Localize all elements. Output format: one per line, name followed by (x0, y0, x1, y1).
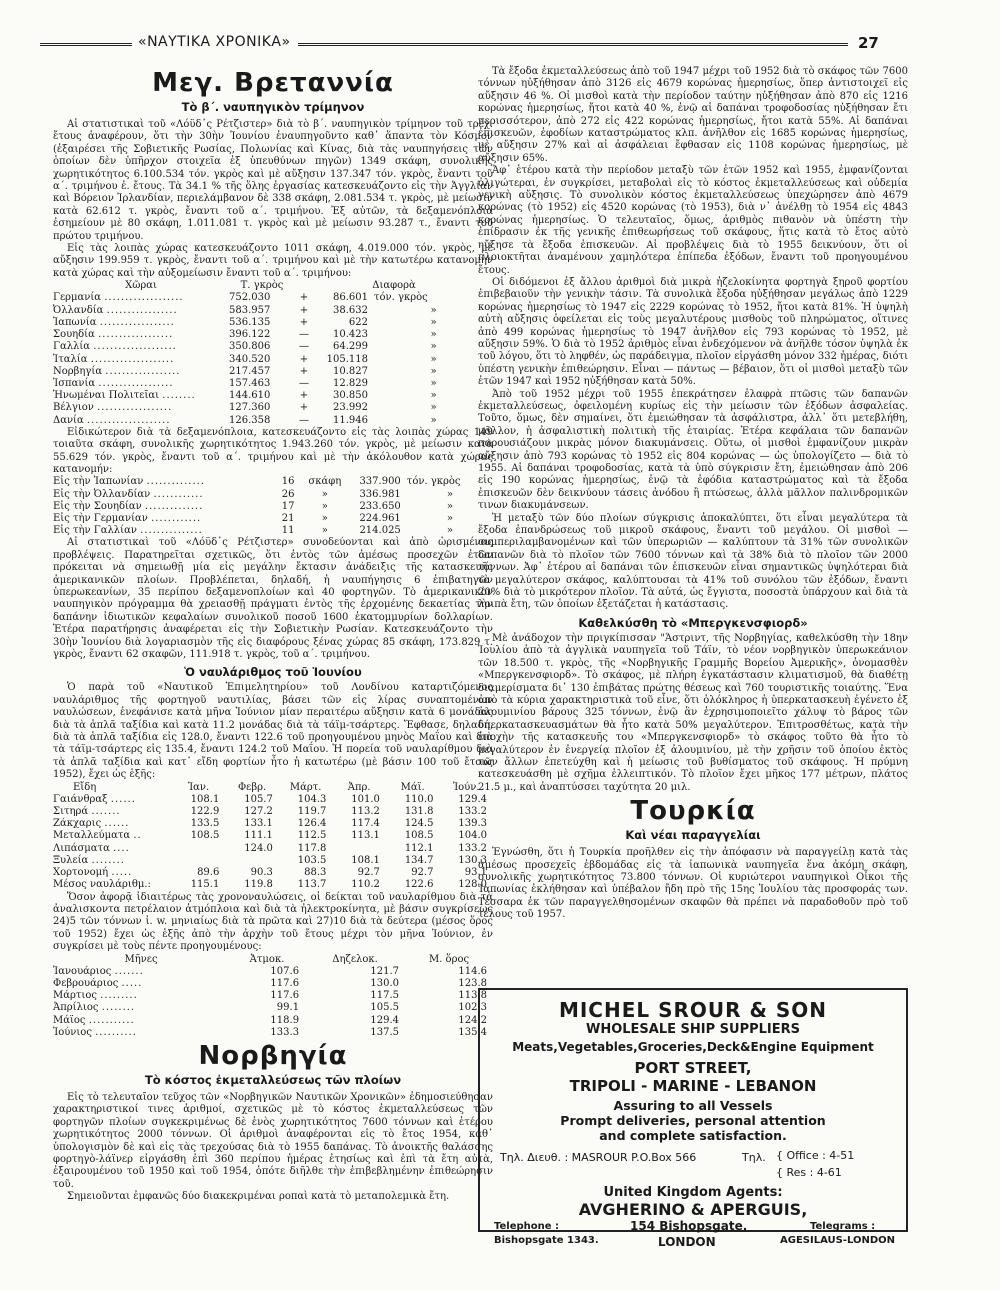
tanker-word: » (321, 488, 328, 500)
table-row (53, 292, 493, 304)
section-heading-norway: Νορβηγία (198, 1040, 348, 1071)
table-row (53, 818, 493, 830)
cargo-name: Γαιάνθραξ (53, 793, 108, 805)
ad-line: Assuring to all Vessels (613, 1098, 773, 1113)
index-value (172, 855, 226, 867)
index-value: 127.2 (244, 806, 273, 818)
unit: » (430, 304, 437, 316)
ad-address: 154 Bishopsgate, (630, 1219, 748, 1233)
ad-line: TRIPOLI - MARINE - LEBANON (569, 1077, 817, 1095)
index-value: 104.0 (458, 830, 487, 842)
paragraph: Ἡ μεταξὺ τῶν δύο πλοίων σύγκρισις ἀποκαλύπτει, ὅτι εἶναι μεγαλύτερα τὰ ἔξοδα ἐπανδρώσεως τοῦ μικροῦ σκάφους, ἔναντι τοῦ μεγάλου. Οἱ μισθοὶ — συμπεριλαμβανομένων καὶ τῶν ὑπερωριῶν — καλύπτουν τὰ 31% τῶν συνολικῶν δαπανῶν διὰ τὸ πλοῖον τῶν 7600 τόννων καὶ τὰ 38% διὰ τὸ πλοῖον τῶν 2000 τόννων. Ἀφ᾽ ἑτέρου αἱ δαπάναι τῶν ἐπισκευῶν εἶναι σημαντικῶς ὑψηλότεραι διὰ τὸ μεγαλύτερον σκάφος, καλύπτουσαι τὰ 41% τοῦ συνόλου τῶν ἐξόδων, ἔναντι 20% διὰ τὸ μικρότερον πλοῖον. Τὰ αὐτά, ὡς ἔγγιστα, ποσοστὰ ὑπάρχουν καὶ διὰ τὰ λοιπὰ ἔτη, τῶν ὁποίων ἐξετάζεται ἡ κατάστασις. (478, 512, 908, 611)
unit: » (430, 353, 437, 365)
index-value: 122.6 (404, 879, 434, 891)
index-value: 108.1 (190, 793, 220, 805)
index-value: 126.4 (297, 818, 327, 830)
sign: + (299, 353, 309, 365)
unit: » (430, 402, 437, 414)
tc-value: 121.7 (370, 965, 400, 977)
index-value: 89.6 (197, 867, 220, 879)
tc-value: 113.8 (458, 990, 487, 1002)
dot-leader: ......... (100, 990, 138, 1002)
advertisement-box (478, 988, 908, 1249)
tons-value: 126.358 (229, 414, 271, 426)
unit: » (430, 377, 437, 389)
ad-telephone (480, 1149, 906, 1185)
table-row (53, 806, 493, 818)
section-subheading-norway: Τὸ κόστος ἐκμεταλλεύσεως τῶν πλοίων (144, 1072, 402, 1087)
sign: + (299, 390, 309, 402)
ad-footer (480, 1219, 906, 1259)
ad-line: Meats,Vegetables,Groceries,Deck&Engine Equipment (512, 1040, 874, 1054)
dot-leader: ...... (110, 793, 136, 805)
tanker-country: Εἰς τὴν Ὀλλανδίαν (53, 488, 151, 500)
dot-leader: .......... (95, 1026, 137, 1038)
index-value: 133.1 (244, 818, 273, 830)
paragraph: Ὁ παρὰ τοῦ «Ναυτικοῦ Ἐπιμελητηρίου» τοῦ Λονδίνου καταρτιζόμενος ναυλάριθμος τῆς φορτηγοῦ ναυτιλίας, βάσει τῶν εἰς λίρας συναπτομένων ναυλώσεων, ἐνεφάνισε κατὰ μῆνα Ἰούνιον μίαν περαιτέρω αὔξησιν κατὰ 6 μονάδας διὰ τὰ ἁπλᾶ ταξίδια καὶ κατὰ 11.2 μονάδας διὰ τὰ τάϊμ-τσάρτερς. Ἔφθασε, δηλαδή, διὰ τὰ ἁπλᾶ ταξίδια εἰς 128.0, ἔναντι 122.6 τοῦ προηγουμένου μηνὸς Μαΐου καὶ διὰ τὰ τάϊμ-τσάρτερς εἰς 135.4, ἔναντι 124.2 τοῦ Μαΐου. Ἡ πορεία τοῦ ναυλαρίθμου διὰ τὰ ἁπλᾶ ταξίδια καὶ κατ᾽ εἴδη φορτίων ἦτο ἡ κατωτέρω (μὲ βάσιν 100 τοῦ ἔτους 1952), ἔχει ὡς ἑξῆς: (53, 682, 493, 781)
tanker-tons: 336.981 (359, 488, 401, 500)
tanker-tons: 337.900 (359, 476, 401, 488)
paragraph: Οἱ διδόμενοι ἐξ ἄλλου ἀριθμοὶ διὰ μικρὰ ἠζελοκίνητα φορτηγὰ ξηροῦ φορτίου ἐπιβεβαιοῦν τὴν γενικὴν τάσιν. Τὰ συνολικὰ ἔξοδα ηὐξήθησαν μεγάλως ἀπὸ 1229 κορώνας ἡμερησίως τὸ 1947 εἰς 2229 κορώνας τὸ 1952, ἤτοι κατὰ 81%. Ἡ ὑψηλὴ αὐτὴ αὔξησις ὀφείλεται εἰς τοὺς μεγαλυτέρους μισθοὺς τοῦ πληρώματος, οἵτινες ἀπὸ 499 κορώνας ἡμερησίως τὸ 1947 ἀνῆλθον εἰς 793 κορώνας τὸ 1952, μὲ αὔξησιν 59%. Ὁ διὰ τὸ 1952 ἀριθμὸς εἶναι ἐνδεχόμενον νὰ ἀνῆλθε τόσον ὑψηλὰ ἐκ τοῦ λόγου, ὅτι τὸ ληφθέν, ὡς παράδειγμα, πλοῖον εἰργάσθη μόνον 332 ἡμέρας, διότι ὑπέστη γενικὴν ἐπιθεώρησιν. Εἶναι — πάντως — βέβαιον, ὅτι οἱ μισθοὶ μεταξὺ τῶν ἐτῶν 1947 καὶ 1952 ηὐξήθησαν κατὰ 50%. (478, 276, 908, 388)
ad-line: WHOLESALE SHIP SUPPLIERS (585, 1022, 801, 1037)
index-value: 103.5 (297, 854, 327, 866)
sign: — (299, 414, 309, 426)
table-row (53, 1027, 493, 1039)
table-header: Μῆνες (124, 953, 158, 965)
cargo-name: Μεταλλεύματα (53, 830, 131, 842)
dot-leader: ................... (104, 292, 184, 304)
country-name: Γαλλία (53, 341, 91, 353)
table-row (53, 966, 493, 978)
country-name: Γερμανία (53, 292, 102, 304)
dot-leader: ............ (153, 488, 204, 500)
dot-leader: ........ (162, 390, 196, 402)
index-value: 110.2 (351, 879, 380, 891)
unit: » (446, 525, 453, 537)
sign: + (299, 304, 309, 316)
index-value: 122.9 (190, 806, 220, 818)
tanker-word: » (321, 525, 328, 537)
unit: τόν. γκρὸς (374, 292, 428, 304)
index-value: 92.7 (357, 867, 380, 879)
table-row (53, 390, 493, 402)
paragraph: Ὅσον ἀφορᾷ ἰδιαιτέρως τὰς χρονοναυλώσεις, οἱ δείκται τοῦ ναυλαρίθμου διὰ τὰ ἀναλισκοντα πετρέλαιον ἀτμόπλοια καὶ διὰ τὰ ἠλεκτροκίνητα, μὲ βάσιν συγκρίσεως 24)5 τῶν τόννων ἰ. w. μηνιαίως διὰ τὰ πρῶτα καὶ 27)10 διὰ τὰ δεύτερα (μέσος ὅρος τοῦ 1952) ἔχει ὡς ἑξῆς ἀπὸ τὴν ἀρχὴν τοῦ ἔτους μέχρι τὸν μῆνα Ἰούνιον, ἐν συγκρίσει μὲ τοὺς πέντε προηγουμένους: (53, 891, 493, 953)
paragraph: Ἐγνώσθη, ὅτι ἡ Τουρκία προῆλθεν εἰς τὴν ἀπόφασιν νὰ παραγγείλῃ κατὰ τὰς ἀμέσως προσεχεῖς ἑβδομάδας εἰς τὰ ἰαπωνικὰ ναυπηγεῖα ἕνα ἀκόμη σκάφη, συνολικῆς χωρητικότητος 73.800 τόννων. Οἱ κυριώτεροι ναυπηγικοὶ Οἶκοι τῆς Ἰαπωνίας ἐκλήθησαν καὶ ὑπέβαλον ἤδη πρὸ τῆς 15ης Ἰουλίου τὰς προσφοράς των. Τέσσαρα ἐκ τῶν παραγγελθησομένων σκαφῶν θὰ πρέπει νὰ παραδοθοῦν πρὸ τοῦ τέλους τοῦ 1957. (478, 847, 908, 921)
tc-value: 137.5 (370, 1026, 400, 1038)
country-name: Ὀλλανδία (53, 304, 104, 316)
tc-value: 118.9 (270, 1014, 300, 1026)
index-value: 112.5 (297, 830, 327, 842)
freight-index-table (53, 782, 493, 892)
sign: + (299, 316, 309, 328)
tankers-table (53, 476, 493, 537)
section-subheading-quarter: Τὸ β΄. ναυπηγικὸν τρίμηνον (181, 100, 365, 114)
dot-leader: .................. (105, 365, 181, 377)
table-row (53, 476, 493, 488)
sign: — (299, 329, 309, 341)
month-name: Μάρτιος (53, 990, 97, 1002)
table-row (53, 879, 493, 891)
ad-telegraphic-address: Τηλ. Διευθ. : MASROUR P.O.Box 566 (500, 1151, 697, 1164)
dot-leader: ....... (114, 965, 144, 977)
month-name: Μάϊος (53, 1014, 86, 1026)
country-name: Δανία (53, 414, 84, 426)
country-name: Σουηδία (53, 329, 95, 341)
table-header: Ἰούν. (452, 781, 480, 793)
index-value (172, 843, 226, 855)
tons-value: 396.122 (229, 329, 271, 341)
cargo-name: Χορτονομή (53, 867, 109, 879)
tanker-country: Εἰς τὴν Γερμανίαν (53, 512, 148, 524)
dot-leader: ..... (121, 977, 143, 989)
diff-value: 30.850 (333, 390, 368, 402)
left-column (53, 66, 493, 1204)
table-header: Εἴδη (73, 781, 97, 793)
ad-line: PORT STREET, (634, 1059, 752, 1077)
sign: — (299, 341, 309, 353)
ad-agents-label: United Kingdom Agents: (603, 1185, 783, 1200)
index-value: 139.3 (458, 818, 487, 830)
dot-leader: ........ (91, 854, 125, 866)
index-value: 124.0 (244, 842, 273, 854)
paragraph: Τὰ ἔξοδα ἐκμεταλλεύσεως ἀπὸ τοῦ 1947 μέχρι τοῦ 1952 διὰ τὸ σκάφος τῶν 7600 τόννων ηὐξήθησαν ἀπὸ 3126 εἰς 4679 κορώνας ἡμερησίως, ὅπερ ἀντιστοιχεῖ εἰς αὔξησιν 46 %. Οἱ μισθοὶ κατὰ τὴν περίοδον ταύτην ηὐξήθησαν ἀπὸ 870 εἰς 1216 κορώνας ἡμερησίως, ἤτοι κατὰ 40 %, ἐνῷ αἱ δαπάναι τροφοδοσίας ηὐξήθησαν ἔτι περισσότερον, ἀπὸ 272 εἰς 422 κορώνας ἡμερησίως, ἤτοι κατὰ 55%. Αἱ δαπάναι ἐπισκευῶν, ἐφοδίων καταστρώματος κλπ. ἀνῆλθον εἰς 1685 κορώνας ἡμερησίως, μὲ αὔξησιν 27% καὶ αἱ ἀσφάλειαι ἔφθασαν εἰς 1108 κορώνας ἡμερησίως, μὲ αὔξησιν 65%. (478, 66, 908, 164)
ad-line: Prompt deliveries, personal attention (560, 1113, 826, 1128)
paragraph: Μὲ ἀνάδοχον τὴν πριγκίπισσαν "Άστριντ, τῆς Νορβηγίας, καθελκύσθη τὴν 18ην Ἰουλίου ἀπὸ τὰ ἀγγλικὰ ναυπηγεῖα τοῦ Τάϊν, τὸ νέον νορβηγικὸν ὑπερωκεάνιον τῶν 18.500 τ. γκρὸς, τῆς «Νορβηγικῆς Γραμμῆς Βορείου Ἀμερικῆς», ὀνομασθὲν «Μπεργκενσφιορδ». Τὸ σκάφος, μὲ πλήρη ἐγκατάστασιν κλιματισμοῦ, θὰ διαθέτῃ διαμερίσματα δι᾽ 130 ἐπιβάτας πρώτης θέσεως καὶ 760 τουριστικῆς τοιαύτης. Ἕνα ἀπὸ τὰ κύρια χαρακτηριστικὰ τοῦ εἶνε, ὅτι ὁλόκληρος ἡ ὑπερκατασκευὴ ἐγένετο ἐξ ἀλουμινίου βάρους 325 τόννων, ἐνῷ ἂν ἐχρησιμοποιεῖτο χάλυψ τὸ βάρος τῶν ὑπερκατασκευασμάτων θὰ ἦτο κατὰ 50% μεγαλύτερον. Ἐπιτροσθέτως, κατὰ τὴν ἐποχὴν τῆς κατασκευῆς του «Μπεργκενσφιορδ» τὸ σκάφος τοῦτο θὰ ἦτο τὸ μεγαλύτερον ἐν ἐνεργείᾳ πλοῖον ἐξ ἀλουμινίου, μὲ τὴν χρῆσιν τοῦ ὁποίου ἐκτὸς τῶν ἄλλων ἐπετεύχθη καὶ ἡ μείωσις τοῦ βυθίσματος τοῦ σκάφους. Ἡ πρύμνη κατεσκευάσθη μὲ σχῆμα ἐλλειπτικόν. Τὸ πλοῖον ἔχει μῆκος 177 μέτρων, πλάτος 21.5 μ., καὶ ἀναπτύσσει ταχύτητα 20 μιλ. (478, 632, 908, 793)
tanker-country: Εἰς τὴν Σουηδίαν (53, 500, 142, 512)
unit: » (430, 414, 437, 426)
paragraph: Αἱ στατιστικαὶ τοῦ «Λόϋδ᾽ς Ρέτζιστερ» διὰ τὸ β΄. ναυπηγικὸν τρίμηνον τοῦ τρέχ. ἔτους ἀναφέρουν, ὅτι τὴν 30ὴν Ἰουνίου ἐναυπηγοῦντο καθ᾽ ἅπαντα τὸν Κόσμον (ἐξαιρέσει τῆς Σοβιετικῆς Ρωσίας, Πολωνίας καὶ Κίνας, διὰ τὰς ναυπηγήσεις τῶν ὁποίων δὲν ὑπῆρχον στοιχεῖα ἐξ ὑπευθύνων πηγῶν) 1349 σκάφη, συνολικῆς χωρητικότητος 6.100.534 τόν. γκρὸς καὶ μὲ αὔξησιν 137.347 τόν. γκρὸς, ἔναντι τοῦ α΄. τριμήνου ἐ. ἔτους. Τὰ 34.1 % τῆς ὅλης ἐργασίας κατεσκευάζοντο εἰς τὴν Ἀγγλίαν καὶ Βόρειον Ἰρλανδίαν, περιελάμβανον δὲ 338 σκάφη, 2.081.534 τ. γκρὸς, μὲ μείωσιν κατὰ 62.612 τ. γκρὸς, ἔναντι τοῦ α΄. τριμήνου. Ἐξ αὐτῶν, τὰ δεξαμενόπλοια ἐσημείουν μὲ 80 σκάφη, 1.011.081 τ. γκρὸς καὶ μὲ μείωσιν 93.287 τ., ἔναντι τοῦ πρώτου τριμήνου. (53, 119, 493, 242)
tanker-word: » (321, 500, 328, 512)
dot-leader: .................... (86, 414, 171, 426)
tanker-count: 16 (281, 476, 295, 488)
dot-leader: ........... (88, 1014, 135, 1026)
country-name: Ἰαπωνία (53, 316, 97, 328)
diff-value: 23.992 (333, 402, 368, 414)
unit: » (446, 512, 453, 524)
tanker-word: σκάφη (308, 476, 342, 488)
tc-value: 123.8 (458, 977, 487, 989)
table-header: Ἀπρ. (347, 781, 371, 793)
section-subheading-turkey: Καὶ νέαι παραγγελίαι (625, 828, 761, 843)
index-value: 119.7 (297, 806, 327, 818)
dot-leader: ............... (140, 525, 203, 537)
paragraph: Αἱ στατιστικαὶ τοῦ «Λόϋδ᾽ς Ρέτζιστερ» συνοδεύονται καὶ ἀπὸ ὡρισμένας προβλέψεις. Παρατηρεῖται σχετικῶς, ὅτι ἐντὸς τῶν ἀμέσως προσεχῶν ἐτῶν πρόκειται νὰ σημειωθῇ μία εἰς μεγάλην ἔκτασιν ἀνάδειξις τῆς κατασκευῆς ἀμερικανικῶν πλοίων. Προβλέπεται, δηλαδή, ἡ ναυπήγησις 6 ἐπιβατηγῶν ὑπερωκεανίων, 35 περίπου δεξαμενοπλοίων καὶ 40 φορτηγῶν. Τὸ ἀμερικανικὸν ναυπηγικὸν πρόγραμμα θὰ χρειασθῇ πράγματι ἐντὸς τῆς ἐρχομένης δεκαετίας τὴν δαπάνην ἰδιωτικῶν κεφαλαίων συνολικοῦ ποσοῦ 1600 ἑκατομμυρίων δολλαρίων. Ἑτέρα παρατήρησις ἀναφέρεται εἰς τὴν Σοβιετικὴν Ρωσίαν. Κατεσκευάζοντο τὴν 30ὴν Ἰουνίου διὰ λογαριασμὸν τῆς εἰς διαφόρους ξένας χώρας 85 σκάφη, 173.829 τ. γκρὸς, ἔναντι 62 σκαφῶν, 111.918 τ. γκρὸς, τοῦ α΄. τριμήνου. (53, 537, 493, 661)
dot-leader: ........ (101, 1002, 136, 1014)
index-value (332, 843, 386, 855)
index-value: 92.7 (411, 867, 434, 879)
unit: » (446, 500, 453, 512)
tc-value: 102.3 (458, 1002, 487, 1014)
tc-value: 135.4 (458, 1026, 487, 1038)
section-heading-freight: Ὁ ναυλάριθμος τοῦ Ἰουνίου (184, 665, 362, 680)
cargo-name: Λιπάσματα (53, 842, 110, 854)
table-header: Ἀτμοκ. (249, 953, 285, 965)
table-row (53, 855, 493, 867)
header-rule-right (298, 43, 848, 46)
table-row (53, 317, 493, 329)
index-value: 110.0 (404, 793, 434, 805)
tc-value: 129.4 (370, 1014, 400, 1026)
table-header: Ἰαν. (187, 781, 210, 793)
index-value: 128.0 (458, 879, 487, 891)
tc-value: 99.1 (276, 1002, 300, 1014)
section-heading-britain: Μεγ. Βρεταννία (152, 68, 394, 98)
paragraph: Ἀπὸ τοῦ 1952 μέχρι τοῦ 1955 ἐπεκράτησεν ἐλαφρὰ πτῶσις τῶν δαπανῶν ἐκμεταλλεύσεως, ὀφειλομένη κυρίως εἰς τὴν μείωσιν τῶν ἐξόδων ἀσφαλείας. Τοῦτο, ὅμως, δὲν σημαίνει, ὅτι ἐμειώθησαν τὰ ἀσφάλιστρα, ἀλλ᾽ ὅτι μετεβλήθη, μᾶλλον, ἡ ἀσφαλιστικὴ πολιτικὴ τῆς ἑταιρίας. Ἑτέρα κεφάλαια τῶν δαπανῶν παρουσιάζουν μικρὰς μόνον διακυμάνσεις. Οὕτω, οἱ μισθοὶ ἐμφανίζουν μικρὰν αὔξησιν ἀπὸ 793 κορώνας τὸ 1952 εἰς 804 κορώνας — ὡς ὑπολογίζετο — διὰ τὸ 1955. Αἱ δαπάναι τροφοδοσίας, κατὰ τὰ ὑπὸ σύγκρισιν ἔτη, ἐμειώθησαν ἀπὸ 206 εἰς 190 κορώνας ἡμερησίως, ἐνῷ τὰ ἐφόδια καταστρώματος καὶ τὰ ἔξοδα ἐπισκευῶν δὲν δεικνύουν τάσεις ἀνόδου ἢ πτώσεως, ἀλλὰ μᾶλλον παλινδρομικῶν τινων διακυμάνσεων. (478, 388, 908, 512)
ad-phone-label: Telephone : (494, 1221, 560, 1232)
dot-leader: .................... (90, 353, 175, 365)
tc-value: 133.3 (270, 1026, 300, 1038)
index-value: 113.7 (297, 879, 327, 891)
index-value: 112.1 (404, 842, 434, 854)
dot-leader: .................... (93, 341, 177, 353)
index-value: 130.3 (458, 854, 487, 866)
tanker-word: » (321, 512, 328, 524)
table-row (53, 1002, 493, 1014)
index-value: 131.8 (404, 806, 434, 818)
index-value: 108.5 (404, 830, 434, 842)
table-row (53, 830, 493, 842)
table-row (53, 513, 493, 525)
tanker-country: Εἰς τὴν Ἰαπωνίαν (53, 476, 144, 488)
diff-value: 11.946 (333, 414, 368, 426)
unit: τόν. γκρὸς (406, 476, 461, 488)
tc-value: 105.5 (370, 1002, 400, 1014)
table-header: Τ. γκρὸς (240, 280, 284, 292)
country-name: Ἡνωμέναι Πολιτεῖαι (53, 390, 160, 402)
countries-table (53, 280, 493, 426)
dot-leader: ............ (151, 512, 202, 524)
ad-telegrams: AGESILAUS-LONDON (780, 1235, 896, 1246)
table-row (53, 354, 493, 366)
table-header: Μάϊ. (400, 781, 425, 793)
table-header: Δηζελοκ. (332, 953, 378, 965)
tanker-count: 17 (281, 500, 295, 512)
page-number: 27 (858, 34, 879, 52)
unit: » (430, 316, 437, 328)
table-row (53, 501, 493, 513)
table-row (53, 305, 493, 317)
unit: » (430, 390, 437, 402)
index-value: 129.4 (458, 793, 487, 805)
index-value: 88.3 (304, 867, 327, 879)
index-value: 133.5 (190, 818, 220, 830)
tc-value: 117.5 (370, 990, 400, 1002)
index-value: 104.3 (297, 793, 327, 805)
dot-leader: : (147, 879, 151, 891)
paragraph: Εἰς τὸ τελευταῖον τεῦχος τῶν «Νορβηγικῶν Ναυτικῶν Χρονικῶν» ἐδημοσιεύθησαν χαρακτηριστικοί τινες ἀριθμοί, σχετικῶς μὲ τὸ κόστος ἐκμεταλλεύσεως τῶν φορτηγῶν πλοίων συγκεκριμένως δὲ ἑνὸς χωρητικότητος 7600 τόννων καὶ ἑτέρου χωρητικότητος 2000 τόννων. Οἱ ἀριθμοὶ ἀναφέρονται εἰς τὸ ἔτος 1954, καθ᾽ ὑπολογισμὸν δὲ καὶ εἰς τὰς τρεχούσας διὰ τὸ 1955 δαπάνας. Τὸ ἀνοικτῆς θαλάσσης φορτηγὸ-λάϊνερ εἰργάσθη ἐπὶ 360 περίπου ἡμέρας ἐτησίως καὶ ἐπὶ τὰ ἔτη αὐτὰ, ἐξαιρουμένου τοῦ 1950 καὶ τοῦ 1954, ὁπότε διῆλθε τὴν ἐπιβεβλημένην ἐπιθεώρησιν τοῦ. (53, 1091, 493, 1190)
ad-tel-label: Τηλ. (742, 1151, 766, 1164)
tc-value: 117.6 (270, 990, 300, 1002)
table-row (53, 843, 493, 855)
diff-value: 10.827 (333, 365, 368, 377)
tanker-tons: 233.650 (359, 500, 401, 512)
table-row (53, 794, 493, 806)
country-name: Ἰσπανία (53, 377, 96, 389)
table-header: Μ. ὅρος (428, 953, 470, 965)
tons-value: 340.520 (229, 353, 271, 365)
table-header: Μάρτ. (289, 781, 322, 793)
tanker-count: 11 (281, 525, 295, 537)
index-value: 108.5 (190, 830, 220, 842)
time-charter-table (53, 954, 493, 1039)
tons-value: 536.135 (229, 316, 271, 328)
country-name: Νορβηγία (53, 365, 103, 377)
cargo-name: Σιτηρά (53, 806, 89, 818)
sign: + (299, 402, 309, 414)
dot-leader: ...... (104, 818, 130, 830)
diff-value: 105.118 (326, 353, 368, 365)
country-name: Βέλγιον (53, 402, 94, 414)
diff-value: 38.632 (333, 304, 368, 316)
index-value: 133.2 (458, 842, 487, 854)
ad-phone: Bishopsgate 1343. (494, 1235, 599, 1246)
tc-value: 114.6 (458, 965, 487, 977)
unit: » (430, 329, 437, 341)
table-row (53, 341, 493, 353)
index-value: 115.1 (190, 879, 220, 891)
paragraph: Εἰς τὰς λοιπὰς χώρας κατεσκευάζοντο 1011 σκάφη, 4.019.000 τόν. γκρὸς, μὲ αὔξησιν 199.959 τ. γκρὸς, ἔναντι τοῦ α΄. τριμήνου καὶ μὲ τὴν κατωτέρω κατανομὴν κατὰ χώρας καὶ τὴν αὐξομείωσιν ἔναντι τοῦ α΄. τριμήνου: (53, 243, 493, 279)
ad-agents-name: AVGHERINO & APERGUIS, (578, 1200, 808, 1219)
dot-leader: ................. (106, 304, 178, 316)
dot-leader: .................. (99, 316, 175, 328)
tons-value: 752.030 (229, 292, 271, 304)
index-value: 105.7 (244, 793, 273, 805)
table-header-row (53, 954, 493, 966)
index-value: 90.3 (250, 867, 273, 879)
tc-value: 107.6 (270, 965, 300, 977)
country-name: Ἰταλία (53, 353, 88, 365)
index-value: 93.1 (464, 867, 487, 879)
ad-res-phone: { Res : 4-61 (776, 1166, 842, 1179)
paragraph: Ἀφ᾽ ἑτέρου κατὰ τὴν περίοδον μεταξὺ τῶν ἐτῶν 1952 καὶ 1955, ἐμφανίζονται ὀλιγώτεραι, ἐν συγκρίσει, μεταβολαὶ εἰς τὸ κόστος ἐκμεταλλεύσεως καὶ οὐδεμία γενικὴ αὔξησις. Τὸ συνολικὸν κόστος ἐκμεταλλεύσεως ὑπεχώρησεν ἀπὸ 4679 κορώνας (τὸ 1952) εἰς 4520 κορώνας (τὸ 1953), διὰ ν᾽ ἀνέλθῃ τὸ 1954 εἰς 4843 κορώνας ἡμερησίως. Ὁ τελευταῖος, ὅμως, ἀριθμὸς πιθανὸν νὰ ὑπέστη τὴν ἐπίδρασιν ἐκ τῆς γενικῆς ἐπιθεωρήσεως τοῦ σκάφους, ἥτις κατὰ τὸ ἔτος αὐτὸ ηὔξησε τὰ ἔξοδα ἐπισκευῶν. Αἱ προβλέψεις διὰ τὸ 1955 δεικνύουν, ὅτι οἱ πλοιοκτῆται ἀναμένουν χαμηλότερα ἐπίπεδα ἐξόδων, ἔναντι τοῦ προηγουμένου ἔτους. (478, 165, 908, 276)
cargo-name: Μέσος ναυλάριθμ. (53, 879, 148, 891)
ad-telegrams-label: Telegrams : (810, 1221, 876, 1232)
index-value: 117.8 (297, 842, 327, 854)
ad-company-name: MICHEL SROUR & SON (558, 998, 828, 1022)
tanker-tons: 214.025 (359, 525, 401, 537)
tanker-count: 26 (281, 488, 295, 500)
tons-value: 157.463 (229, 377, 271, 389)
tc-value: 117.6 (270, 977, 300, 989)
table-row (53, 366, 493, 378)
unit: » (430, 341, 437, 353)
cargo-name: Ξυλεία (53, 854, 89, 866)
tons-value: 127.360 (229, 402, 271, 414)
page-header (40, 34, 880, 54)
month-name: Ἀπρίλιος (53, 1002, 99, 1014)
table-row (53, 867, 493, 879)
tons-value: 144.610 (229, 390, 271, 402)
index-value: 113.2 (351, 806, 380, 818)
table-row (53, 378, 493, 390)
table-row (53, 402, 493, 414)
table-row (53, 990, 493, 1002)
month-name: Φεβρουάριος (53, 977, 119, 989)
unit: » (446, 488, 453, 500)
index-value: 117.4 (351, 818, 380, 830)
diff-value: 622 (348, 316, 368, 328)
diff-value: 12.829 (333, 377, 368, 389)
table-header: Διαφορὰ (372, 280, 416, 292)
section-heading-turkey: Τουρκία (630, 796, 756, 827)
table-row (53, 415, 493, 427)
diff-value: 86.601 (333, 292, 368, 304)
sign: + (299, 365, 309, 377)
index-value: 119.8 (244, 879, 273, 891)
tons-value: 583.957 (229, 304, 271, 316)
index-value: 108.1 (351, 854, 380, 866)
table-row (53, 489, 493, 501)
ad-line: and complete satisfaction. (599, 1128, 787, 1143)
table-row (53, 978, 493, 990)
month-name: Ἰούνιος (53, 1026, 92, 1038)
dot-leader: .................. (98, 377, 174, 389)
ad-office-phone: { Office : 4-51 (776, 1149, 855, 1162)
index-value: 133.2 (458, 806, 487, 818)
header-rule-left (40, 43, 132, 46)
dot-leader: .............. (146, 476, 206, 488)
table-header-row (53, 782, 493, 794)
table-header-row (53, 280, 493, 292)
table-header: Φεβρ. (237, 781, 267, 793)
table-row (53, 1015, 493, 1027)
ad-city: LONDON (658, 1235, 716, 1249)
dot-leader: .................. (97, 402, 173, 414)
dot-leader: .... (113, 842, 130, 854)
dot-leader: .................. (98, 329, 174, 341)
cargo-name: Ζάκχαρις (53, 818, 102, 830)
unit: » (430, 365, 437, 377)
dot-leader: ....... (91, 806, 121, 818)
publication-title: «ΝΑΥΤΙΚΑ ΧΡΟΝΙΚΑ» (138, 34, 291, 50)
tc-value: 124.2 (458, 1014, 487, 1026)
tanker-count: 21 (281, 512, 295, 524)
right-column (478, 66, 908, 922)
diff-value: 64.299 (333, 341, 368, 353)
section-heading-launch: Καθελκύσθη τὸ «Μπεργκενσφιορδ» (578, 615, 808, 630)
tanker-country: Εἰς τὴν Γαλλίαν (53, 525, 137, 537)
index-value: 101.0 (351, 793, 380, 805)
tons-value: 350.806 (229, 341, 271, 353)
index-value: 111.1 (244, 830, 273, 842)
tc-value: 130.0 (370, 977, 400, 989)
dot-leader: .............. (144, 500, 204, 512)
dot-leader: .. (133, 830, 142, 842)
index-value: 113.1 (351, 830, 380, 842)
tanker-tons: 224.961 (359, 512, 401, 524)
month-name: Ἰανουάριος (53, 965, 112, 977)
diff-value: 10.423 (333, 329, 368, 341)
index-value (225, 855, 279, 867)
table-header: Χῶραι (125, 280, 157, 292)
sign: + (299, 292, 309, 304)
sign: — (299, 377, 309, 389)
index-value: 124.5 (404, 818, 434, 830)
paragraph: Σημειοῦνται ἐμφανῶς δύο διακεκριμέναι ροπαὶ κατὰ τὸ μεταπολεμικὰ ἔτη. (67, 1191, 450, 1203)
tons-value: 217.457 (229, 365, 271, 377)
index-value: 134.7 (404, 854, 434, 866)
table-row (53, 525, 493, 537)
dot-leader: ..... (111, 867, 133, 879)
table-row (53, 329, 493, 341)
paragraph: Εἰδικώτερον διὰ τὰ δεξαμενόπλοια, κατεσκευάζοντο εἰς τὰς λοιπὰς χώρας 149 τοιαῦτα σκάφη, συνολικῆς χωρητικότητος 1.943.260 τόν. γκρὸς, μὲ μείωσιν κατὰ 55.629 τόν. γκρὸς, ἔναντι τοῦ α΄. τριμήνου καὶ μὲ τὴν ἀκόλουθον κατὰ χώρας κατανομήν: (53, 426, 493, 475)
